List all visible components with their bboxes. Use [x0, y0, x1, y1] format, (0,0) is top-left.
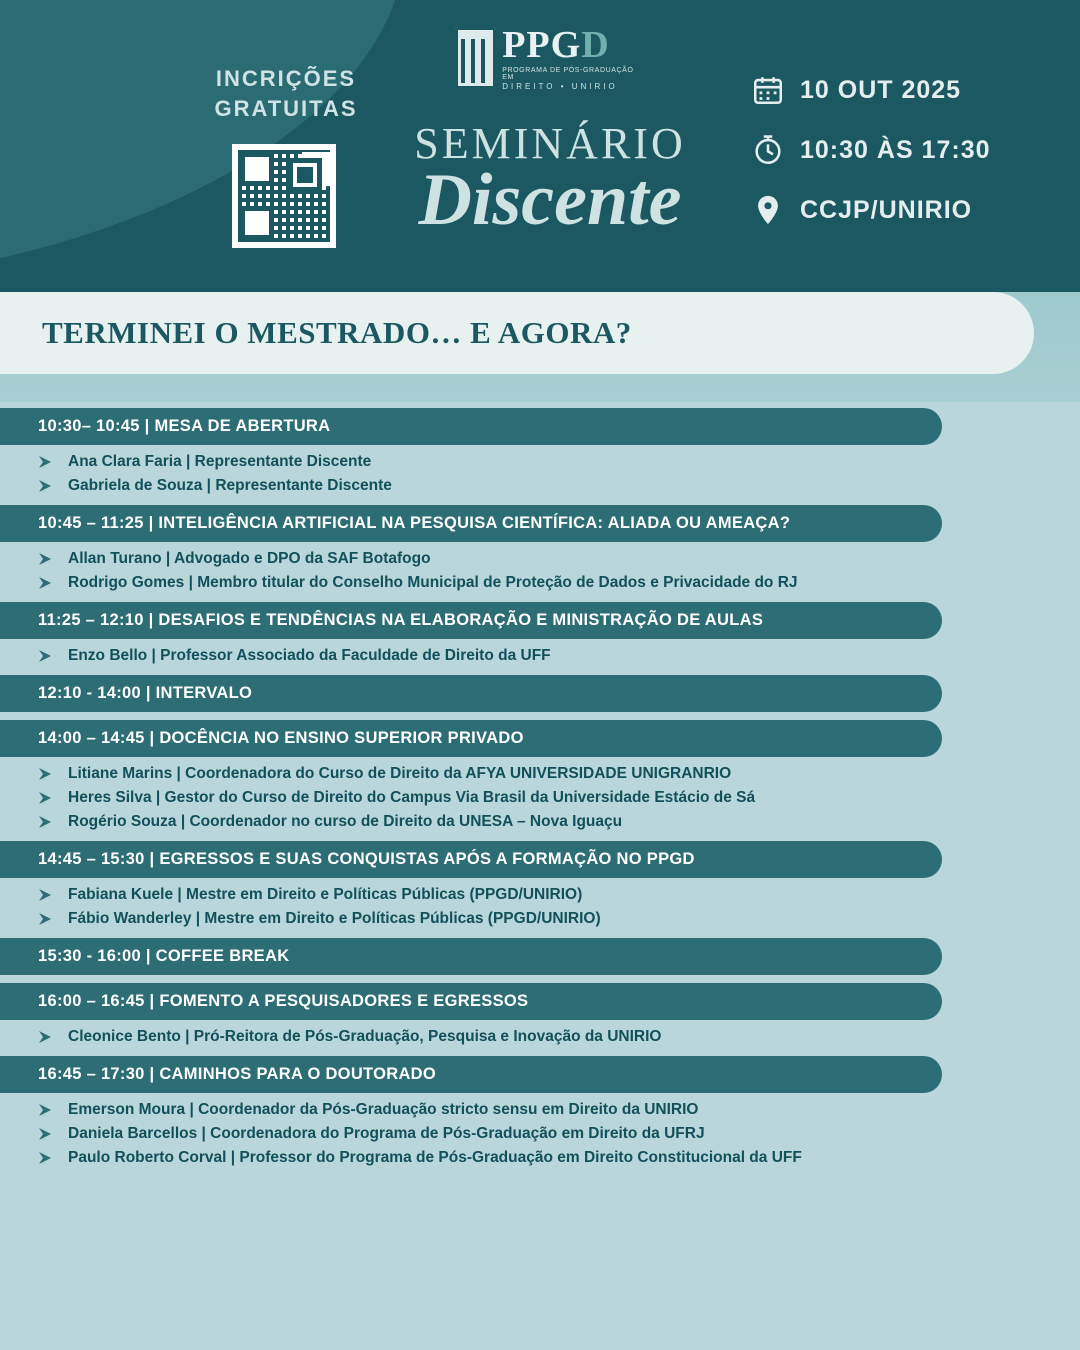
- session-bar: 16:00 – 16:45 | FOMENTO A PESQUISADORES E EGRESSOS: [0, 983, 942, 1020]
- ppgd-logo-subtitle-1: PROGRAMA DE PÓS-GRADUAÇÃO EM: [502, 66, 634, 81]
- chevron-right-icon: [38, 479, 58, 493]
- speaker-text: Litiane Marins | Coordenadora do Curso de Direito da AFYA UNIVERSIDADE UNIGRANRIO: [68, 765, 732, 782]
- speaker-text: Daniela Barcellos | Coordenadora do Programa de Pós-Graduação em Direito da UFRJ: [68, 1125, 705, 1142]
- speaker-text: Rodrigo Gomes | Membro titular do Conselho Municipal de Proteção de Dados e Privacidade do RJ: [68, 574, 798, 591]
- speaker-row: [38, 647, 1080, 665]
- banner: [0, 292, 1034, 374]
- ppgd-logo: [455, 22, 645, 94]
- building-icon: [455, 27, 496, 89]
- calendar-icon: [750, 72, 786, 108]
- speaker-text: Cleonice Bento | Pró-Reitora de Pós-Graduação, Pesquisa e Inovação da UNIRIO: [68, 1028, 662, 1045]
- event-time-text: 10:30 ÀS 17:30: [800, 135, 991, 164]
- chevron-right-icon: [38, 767, 58, 781]
- event-date-text: 10 OUT 2025: [800, 75, 962, 104]
- chevron-right-icon: [38, 1151, 58, 1165]
- banner-area: [0, 292, 1080, 402]
- session-bar: 14:00 – 14:45 | DOCÊNCIA NO ENSINO SUPERIOR PRIVADO: [0, 720, 942, 757]
- speaker-row: [38, 1125, 1080, 1143]
- speaker-list: [0, 550, 1080, 592]
- speaker-text: Emerson Moura | Coordenador da Pós-Graduação stricto sensu em Direito da UNIRIO: [68, 1101, 699, 1118]
- speaker-row: [38, 813, 1080, 831]
- speaker-text: Enzo Bello | Professor Associado da Faculdade de Direito da UFF: [68, 647, 551, 664]
- speaker-list: [0, 765, 1080, 831]
- chevron-right-icon: [38, 1103, 58, 1117]
- event-time-row: [750, 132, 1030, 168]
- poster-header: [0, 0, 1080, 292]
- ppgd-acronym-accent: D: [581, 23, 610, 66]
- speaker-row: [38, 765, 1080, 783]
- clock-icon: [750, 132, 786, 168]
- chevron-right-icon: [38, 888, 58, 902]
- chevron-right-icon: [38, 455, 58, 469]
- session-bar: 16:45 – 17:30 | CAMINHOS PARA O DOUTORADO: [0, 1056, 942, 1093]
- speaker-text: Gabriela de Souza | Representante Discente: [68, 477, 392, 494]
- speaker-list: [0, 886, 1080, 928]
- speaker-text: Allan Turano | Advogado e DPO da SAF Botafogo: [68, 550, 431, 567]
- session-bar: 10:30– 10:45 | MESA DE ABERTURA: [0, 408, 942, 445]
- event-location-row: [750, 192, 1030, 228]
- session-bar: 12:10 - 14:00 | INTERVALO: [0, 675, 942, 712]
- speaker-text: Ana Clara Faria | Representante Discente: [68, 453, 372, 470]
- ppgd-logo-text: [502, 23, 645, 91]
- speaker-row: [38, 574, 1080, 592]
- ppgd-logo-subtitle-2: DIREITO • UNIRIO: [502, 81, 618, 91]
- chevron-right-icon: [38, 912, 58, 926]
- speaker-text: Rogério Souza | Coordenador no curso de Direito da UNESA – Nova Iguaçu: [68, 813, 623, 830]
- chevron-right-icon: [38, 649, 58, 663]
- event-title-line2: Discente: [418, 159, 682, 241]
- ppgd-acronym-main: PPG: [502, 23, 582, 66]
- speaker-text: Fábio Wanderley | Mestre em Direito e Políticas Públicas (PPGD/UNIRIO): [68, 910, 601, 927]
- speaker-list: [0, 647, 1080, 665]
- event-title-line1: SEMINÁRIO: [414, 119, 686, 168]
- qr-code-finder-top-right: [288, 158, 322, 192]
- header-decoration-shape-1: [0, 0, 434, 278]
- chevron-right-icon: [38, 815, 58, 829]
- bottom-spacer: [0, 1177, 1080, 1207]
- speaker-row: [38, 910, 1080, 928]
- chevron-right-icon: [38, 791, 58, 805]
- session-bar: 14:45 – 15:30 | EGRESSOS E SUAS CONQUISTAS APÓS A FORMAÇÃO NO PPGD: [0, 841, 942, 878]
- qr-code[interactable]: [232, 144, 336, 248]
- location-pin-icon: [750, 192, 786, 228]
- free-registration-block: [196, 64, 376, 124]
- speaker-list: [0, 1101, 1080, 1167]
- speaker-list: [0, 453, 1080, 495]
- session-bar: 15:30 - 16:00 | COFFEE BREAK: [0, 938, 942, 975]
- speaker-text: Heres Silva | Gestor do Curso de Direito do Campus Via Brasil da Universidade Estácio de Sá: [68, 789, 756, 806]
- event-info-list: [750, 72, 1030, 252]
- speaker-row: [38, 477, 1080, 495]
- session-bar: 10:45 – 11:25 | INTELIGÊNCIA ARTIFICIAL NA PESQUISA CIENTÍFICA: ALIADA OU AMEAÇA?: [0, 505, 942, 542]
- speaker-row: [38, 886, 1080, 904]
- free-registration-line1: INCRIÇÕES: [215, 66, 357, 91]
- speaker-row: [38, 1149, 1080, 1167]
- speaker-list: [0, 1028, 1080, 1046]
- schedule-list: [0, 402, 1080, 1167]
- speaker-text: Fabiana Kuele | Mestre em Direito e Políticas Públicas (PPGD/UNIRIO): [68, 886, 583, 903]
- chevron-right-icon: [38, 1030, 58, 1044]
- banner-title: TERMINEI O MESTRADO… E AGORA?: [42, 315, 632, 350]
- chevron-right-icon: [38, 576, 58, 590]
- qr-code-pattern: [238, 150, 330, 242]
- speaker-row: [38, 789, 1080, 807]
- session-bar: 11:25 – 12:10 | DESAFIOS E TENDÊNCIAS NA ELABORAÇÃO E MINISTRAÇÃO DE AULAS: [0, 602, 942, 639]
- free-registration-line2: GRATUITAS: [214, 96, 358, 121]
- speaker-row: [38, 550, 1080, 568]
- speaker-row: [38, 453, 1080, 471]
- speaker-row: [38, 1101, 1080, 1119]
- chevron-right-icon: [38, 1127, 58, 1141]
- speaker-text: Paulo Roberto Corval | Professor do Programa de Pós-Graduação em Direito Constitucional da UFF: [68, 1149, 802, 1166]
- ppgd-acronym: [502, 23, 645, 66]
- event-location-text: CCJP/UNIRIO: [800, 195, 973, 224]
- event-date-row: [750, 72, 1030, 108]
- speaker-row: [38, 1028, 1080, 1046]
- chevron-right-icon: [38, 552, 58, 566]
